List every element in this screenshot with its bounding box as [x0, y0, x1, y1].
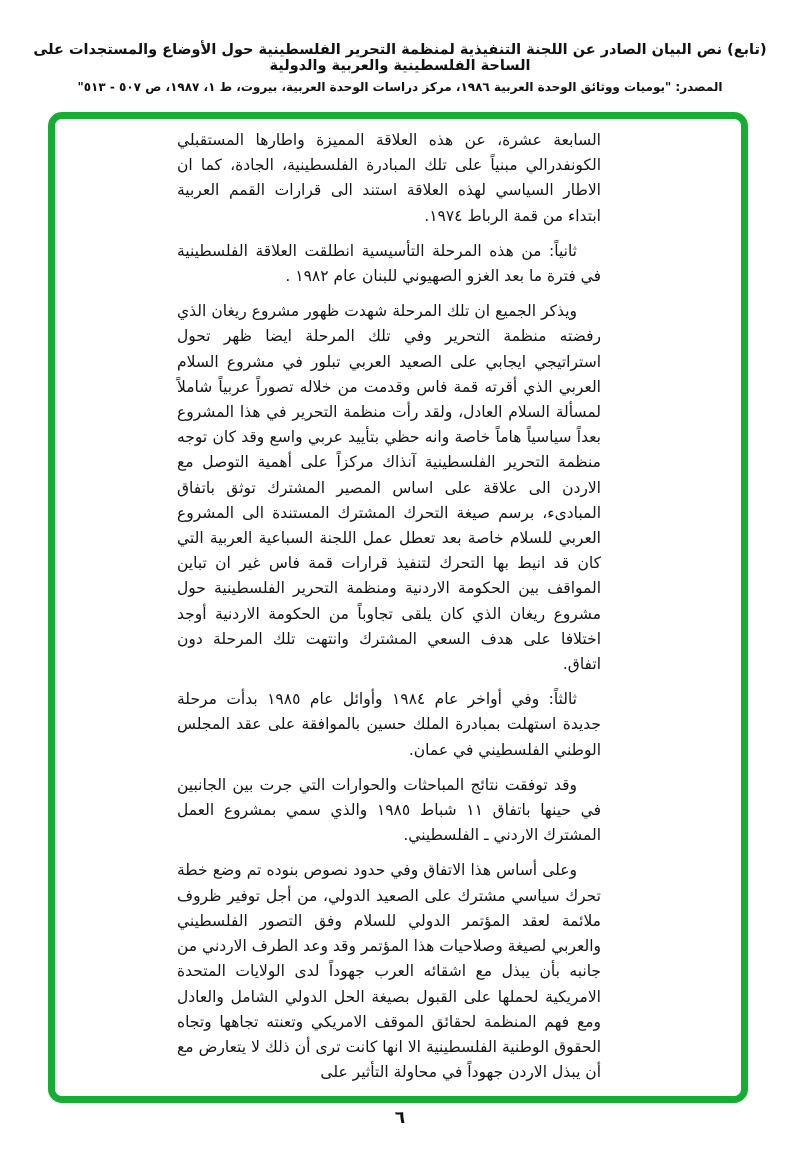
document-body	[177, 128, 601, 1095]
source-citation: المصدر: "يوميات ووثائق الوحدة العربية ١٩٨٦، مركز دراسات الوحدة العربية، بيروت، ط ١، ١٩٨٧، ص ٥٠٧ - ٥١٣"	[77, 80, 723, 94]
paragraph-second-clause: ثانياً: من هذه المرحلة التأسيسية انطلقت العلاقة الفلسطينية في فترة ما بعد الغزو الصهيوني للبنان عام ١٩٨٢ .	[177, 241, 601, 286]
document-header: (تابع) نص البيان الصادر عن اللجنة التنفيذية لمنظمة التحرير الفلسطينية حول الأوضاع والمستجدات على الساحة الفلسطينية والعربية والدولية	[33, 42, 767, 74]
paragraph-reagan-plan: ويذكر الجميع ان تلك المرحلة شهدت ظهور مشروع ريغان الذي رفضته منظمة التحرير وفي تلك المرحلة ايضا ظهر تحول استراتيجي ايجابي على الصعيد العربي تبلور في مشروع السلام العربي الذي أقرته قمة فاس وقدمت من خلاله تصوراً عربياً شاملاً لمسألة السلام العادل، ولقد رأت منظمة التحرير في هذا المشروع بعداً سياسياً هاماً خاصة وانه حظي بتأييد عربي واسع وقد كان توجه منظمة التحرير الفلسطينية آنذاك مركزاً على أهمية التوصل مع الاردن الى علاقة على اساس المصير المشترك توثق باتفاق المبادىء، برسم صيغة التحرك المشترك المستندة الى المشروع العربي للسلام خاصة بعد تعطل عمل اللجنة السباعية العربية التي كان قد انيط بها التحرك لتنفيذ قرارات قمة فاس غير ان تباين المواقف بين الحكومة الاردنية ومنظمة التحرير الفلسطينية حول مشروع ريغان الذي كان يلقى تجاوباً من الحكومة الاردنية أوجد اختلافا على هدف السعي المشترك وانتهت تلك المرحلة دون اتفاق.	[177, 302, 601, 674]
paragraph-february-agreement: وقد توفقت نتائج المباحثات والحوارات التي جرت بين الجانبين في حينها باتفاق ١١ شباط ١٩٨٥ والذي سمي بمشروع العمل المشترك الاردني ـ الفلسطيني.	[177, 775, 602, 845]
paragraph-joint-action-plan: وعلى أساس هذا الاتفاق وفي حدود نصوص بنوده تم وضع خطة تحرك سياسي مشترك على الصعيد الدولي، من أجل توفير ظروف ملائمة لعقد المؤتمر الدولي للسلام وفق التصور الفلسطيني والعربي لصيغة وصلاحيات هذا المؤتمر وقد وعد الطرف الاردني من جانبه بأن يبذل مع اشقائه العرب جهوداً لدى الولايات المتحدة الامريكية لحملها على القبول بصيغة الحل الدولي الشامل والعادل ومع فهم المنظمة لحقائق الموقف الامريكي وتعنته تجاهها وتجاه الحقوق الوطنية الفلسطينية الا انها كانت ترى أن ذلك لا يتعارض مع أن يبذل الاردن جهوداً في محاولة التأثير على	[177, 861, 601, 1082]
paragraph-third-clause: ثالثاً: وفي أواخر عام ١٩٨٤ وأوائل عام ١٩٨٥ بدأت مرحلة جديدة استهلت بمبادرة الملك حسين بالموافقة على عقد المجلس الوطني الفلسطيني في عمان.	[177, 690, 601, 759]
paragraph-continuation: السابعة عشرة، عن هذه العلاقة المميزة واطارها المستقبلي الكونفدرالي مبنياً على تلك المبادرة الفلسطينية، الجادة، كما ان الاطار السياسي لهذه العلاقة استند الى قرارات القمم العربية ابتداء من قمة الرباط ١٩٧٤.	[177, 131, 601, 225]
page-number: ٦	[394, 1108, 406, 1128]
